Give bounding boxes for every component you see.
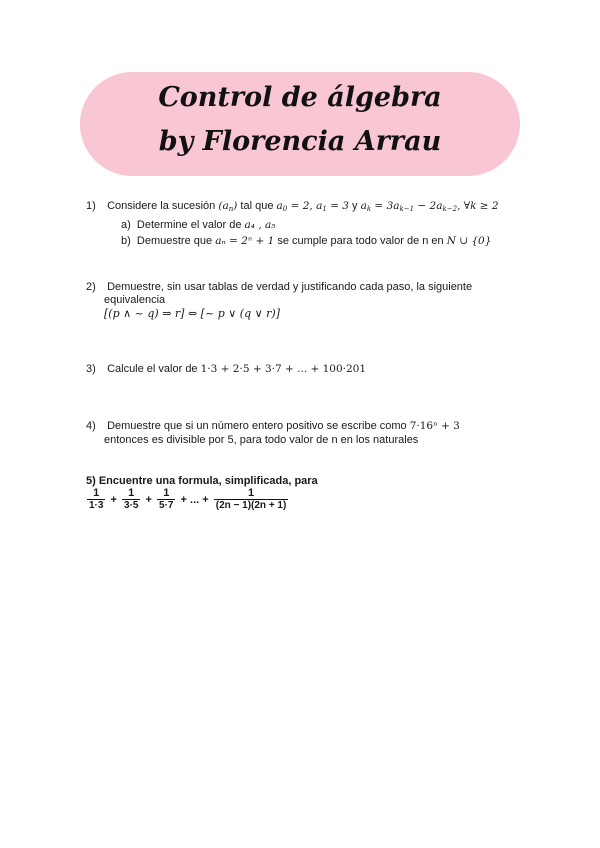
plus-sign-1: + (110, 493, 117, 506)
fraction-1: $\frac{1}{1\cdot 3}$ (89, 487, 104, 511)
fraction-3: $\frac{1}{5\cdot 7}$ (159, 487, 174, 511)
question-5-series (86, 487, 289, 512)
question-2-line-2-wrap (104, 293, 165, 307)
question-5-text: Encuentre una formula, simplificada, para (98, 475, 318, 487)
question-1b-set: N ∪ {0} (446, 235, 492, 247)
question-4 (86, 419, 460, 433)
title-line-1: Control de álgebra (158, 82, 442, 113)
question-1-intro: Considere la sucesión (107, 200, 216, 212)
question-2-number: 2) (86, 281, 96, 293)
title-banner (80, 72, 520, 176)
ellipsis-terms: + ... + (180, 493, 209, 506)
plus-sign-2: + (145, 493, 152, 506)
question-1a-math: a₄ , a₅ (244, 219, 276, 231)
question-4-line-2-wrap (104, 433, 418, 447)
question-2-line-1: Demuestre, sin usar tablas de verdad y justificando cada paso, la siguiente (107, 281, 473, 293)
question-1-number: 1) (86, 200, 96, 212)
such-that-text: tal que (240, 200, 274, 212)
question-1 (86, 199, 499, 216)
initial-conditions: $a_0 = 2$, $a_1 = 3$ (276, 200, 349, 213)
question-1b-math: aₙ = 2ⁿ + 1 (215, 235, 275, 247)
question-1b-text-2: se cumple para todo valor de n en (277, 235, 444, 247)
question-3 (86, 362, 366, 376)
fraction-2: $\frac{1}{3\cdot 5}$ (124, 487, 139, 511)
sequence-symbol: $(a_n)$ (218, 200, 238, 213)
question-5 (86, 474, 318, 488)
question-4-number: 4) (86, 420, 96, 432)
question-1b (121, 234, 491, 248)
and-text: y (352, 200, 358, 212)
fraction-general-term: $\frac{1}{(2n - 1)(2n + 1)}$ (215, 487, 287, 511)
title-line-2: by Florencia Arrau (158, 126, 442, 157)
question-2 (86, 280, 472, 294)
question-4-line-1: Demuestre que si un número entero positivo se escribe como (107, 420, 407, 432)
question-3-expression: 1·3 + 2·5 + 3·7 + ... + 100·201 (200, 363, 367, 375)
question-1b-text: Demuestre que (136, 235, 213, 247)
question-1b-label: b) (121, 235, 131, 247)
question-5-number: 5) (86, 475, 96, 487)
question-4-line-2: entonces es divisible por 5, para todo valor de n en los naturales (104, 434, 419, 446)
question-1a (121, 218, 275, 232)
question-3-number: 3) (86, 363, 96, 375)
question-2-line-2: equivalencia (104, 294, 166, 306)
question-4-expression: 7·16ⁿ + 3 (409, 420, 460, 432)
recurrence-relation: $a_k = 3a_{k-1} - 2a_{k-2}$, ∀k ≥ 2 (360, 200, 499, 213)
question-1a-label: a) (121, 219, 131, 231)
question-3-text: Calcule el valor de (107, 363, 198, 375)
question-2-formula: [(p ∧ ~ q) ⇒ r] ⇔ [~ p ∨ (q ∨ r)] (104, 307, 280, 320)
question-1a-text: Determine el valor de (136, 219, 242, 231)
